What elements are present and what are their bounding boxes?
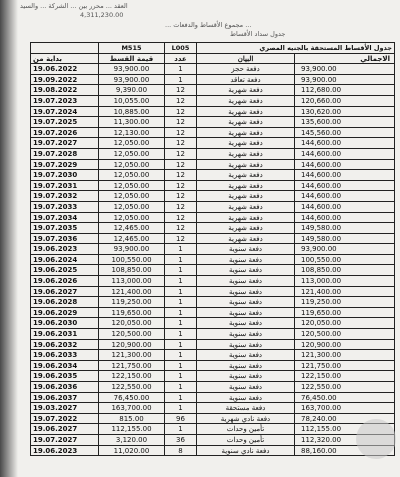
row-count: 1 bbox=[165, 276, 197, 287]
row-total: 108,850.00 bbox=[295, 265, 395, 276]
row-amount: 815.00 bbox=[99, 414, 165, 425]
row-description: دفعة شهرية bbox=[197, 213, 295, 224]
row-count: 1 bbox=[165, 361, 197, 372]
row-amount: 76,450.00 bbox=[99, 393, 165, 404]
row-count: 36 bbox=[165, 435, 197, 446]
row-count: 8 bbox=[165, 446, 197, 457]
row-amount: 9,390.00 bbox=[99, 85, 165, 96]
row-count: 1 bbox=[165, 393, 197, 404]
row-start-date: 19.07.2028 bbox=[31, 149, 99, 160]
row-start-date: 19.06.2024 bbox=[31, 255, 99, 266]
row-amount: 11,300.00 bbox=[99, 117, 165, 128]
row-total: 149,580.00 bbox=[295, 223, 395, 234]
row-start-date: 19.07.2031 bbox=[31, 181, 99, 192]
row-total: 145,560.00 bbox=[295, 128, 395, 139]
row-count: 12 bbox=[165, 170, 197, 181]
table-row bbox=[31, 318, 395, 329]
table-row bbox=[31, 446, 395, 457]
row-start-date: 19.07.2023 bbox=[31, 96, 99, 107]
table-row bbox=[31, 287, 395, 298]
row-count: 1 bbox=[165, 75, 197, 86]
row-total: 112,155.00 bbox=[295, 424, 395, 435]
row-total: 135,600.00 bbox=[295, 117, 395, 128]
row-description: دفعة سنوية bbox=[197, 361, 295, 372]
caption-title: جدول الأقساط المستحقة بالجنيه المصري bbox=[197, 43, 395, 54]
row-count: 96 bbox=[165, 414, 197, 425]
row-start-date: 19.07.2026 bbox=[31, 128, 99, 139]
row-description: دفعة شهرية bbox=[197, 149, 295, 160]
row-description: دفعة شهرية bbox=[197, 170, 295, 181]
caption-code-2: L005 bbox=[165, 43, 197, 54]
row-start-date: 19.06.2028 bbox=[31, 297, 99, 308]
row-total: 113,000.00 bbox=[295, 276, 395, 287]
row-description: دفعة سنوية bbox=[197, 350, 295, 361]
row-count: 1 bbox=[165, 255, 197, 266]
table-row bbox=[31, 181, 395, 192]
row-start-date: 19.07.2027 bbox=[31, 138, 99, 149]
row-count: 12 bbox=[165, 234, 197, 245]
row-start-date: 19.06.2027 bbox=[31, 424, 99, 435]
row-total: 144,600.00 bbox=[295, 138, 395, 149]
header-line-1: العقد ... محرر بين ... الشركة ... والسيد bbox=[20, 2, 128, 10]
row-count: 12 bbox=[165, 128, 197, 139]
row-count: 1 bbox=[165, 371, 197, 382]
table-row bbox=[31, 85, 395, 96]
row-total: 93,900.00 bbox=[295, 64, 395, 75]
table-row bbox=[31, 276, 395, 287]
row-count: 12 bbox=[165, 202, 197, 213]
row-description: دفعة سنوية bbox=[197, 318, 295, 329]
row-amount: 12,130.00 bbox=[99, 128, 165, 139]
row-amount: 119,250.00 bbox=[99, 297, 165, 308]
table-row bbox=[31, 350, 395, 361]
row-total: 112,320.00 bbox=[295, 435, 395, 446]
row-start-date: 19.06.2037 bbox=[31, 393, 99, 404]
row-start-date: 19.06.2036 bbox=[31, 382, 99, 393]
row-amount: 113,000.00 bbox=[99, 276, 165, 287]
row-amount: 12,465.00 bbox=[99, 223, 165, 234]
header-line-2: 4,311,230.00 bbox=[80, 11, 124, 19]
row-total: 144,600.00 bbox=[295, 170, 395, 181]
row-description: دفعة نادي سنوية bbox=[197, 446, 295, 457]
row-start-date: 19.07.2033 bbox=[31, 202, 99, 213]
row-total: 122,550.00 bbox=[295, 382, 395, 393]
document-header bbox=[0, 0, 400, 42]
row-total: 120,660.00 bbox=[295, 96, 395, 107]
row-count: 12 bbox=[165, 96, 197, 107]
table-row bbox=[31, 96, 395, 107]
col-header-start: بداية من bbox=[31, 54, 99, 65]
col-header-total: الاجمالي bbox=[295, 54, 395, 65]
row-total: 144,600.00 bbox=[295, 202, 395, 213]
row-total: 121,300.00 bbox=[295, 350, 395, 361]
table-row bbox=[31, 393, 395, 404]
row-total: 78,240.00 bbox=[295, 414, 395, 425]
row-amount: 121,400.00 bbox=[99, 287, 165, 298]
table-row bbox=[31, 223, 395, 234]
row-description: دفعة شهرية bbox=[197, 160, 295, 171]
caption-code-1: M515 bbox=[99, 43, 165, 54]
row-count: 12 bbox=[165, 191, 197, 202]
row-total: 119,650.00 bbox=[295, 308, 395, 319]
row-amount: 120,050.00 bbox=[99, 318, 165, 329]
row-count: 1 bbox=[165, 265, 197, 276]
row-total: 120,500.00 bbox=[295, 329, 395, 340]
row-amount: 121,300.00 bbox=[99, 350, 165, 361]
row-description: دفعة سنوية bbox=[197, 255, 295, 266]
table-row bbox=[31, 265, 395, 276]
table-row bbox=[31, 424, 395, 435]
col-header-amount: قيمة القسط bbox=[99, 54, 165, 65]
row-description: دفعة شهرية bbox=[197, 202, 295, 213]
row-description: تأمين وحدات bbox=[197, 435, 295, 446]
row-count: 1 bbox=[165, 340, 197, 351]
row-start-date: 19.06.2027 bbox=[31, 287, 99, 298]
row-count: 1 bbox=[165, 329, 197, 340]
col-header-count: عدد bbox=[165, 54, 197, 65]
row-total: 76,450.00 bbox=[295, 393, 395, 404]
table-row bbox=[31, 107, 395, 118]
table-row bbox=[31, 361, 395, 372]
row-start-date: 19.07.2027 bbox=[31, 435, 99, 446]
row-amount: 3,120.00 bbox=[99, 435, 165, 446]
row-description: دفعة شهرية bbox=[197, 117, 295, 128]
row-amount: 12,050.00 bbox=[99, 170, 165, 181]
row-amount: 10,885.00 bbox=[99, 107, 165, 118]
table-header-row bbox=[31, 54, 395, 65]
row-count: 12 bbox=[165, 85, 197, 96]
table-row bbox=[31, 414, 395, 425]
row-description: دفعة نادي شهرية bbox=[197, 414, 295, 425]
table-row bbox=[31, 403, 395, 414]
row-count: 12 bbox=[165, 213, 197, 224]
row-total: 144,600.00 bbox=[295, 191, 395, 202]
row-count: 1 bbox=[165, 287, 197, 298]
row-total: 88,160.00 bbox=[295, 446, 395, 457]
row-count: 1 bbox=[165, 382, 197, 393]
row-total: 93,900.00 bbox=[295, 244, 395, 255]
row-count: 1 bbox=[165, 318, 197, 329]
row-description: دفعة سنوية bbox=[197, 329, 295, 340]
table-row bbox=[31, 160, 395, 171]
row-total: 120,900.00 bbox=[295, 340, 395, 351]
row-total: 121,750.00 bbox=[295, 361, 395, 372]
row-total: 112,680.00 bbox=[295, 85, 395, 96]
row-count: 12 bbox=[165, 181, 197, 192]
row-amount: 119,650.00 bbox=[99, 308, 165, 319]
row-start-date: 19.07.2024 bbox=[31, 107, 99, 118]
row-description: دفعة سنوية bbox=[197, 382, 295, 393]
row-amount: 121,750.00 bbox=[99, 361, 165, 372]
table-row bbox=[31, 138, 395, 149]
row-count: 1 bbox=[165, 297, 197, 308]
row-start-date: 19.06.2023 bbox=[31, 244, 99, 255]
table-row bbox=[31, 117, 395, 128]
row-amount: 12,050.00 bbox=[99, 138, 165, 149]
row-total: 130,620.00 bbox=[295, 107, 395, 118]
row-amount: 12,050.00 bbox=[99, 213, 165, 224]
row-count: 12 bbox=[165, 138, 197, 149]
row-start-date: 19.06.2032 bbox=[31, 340, 99, 351]
table-row bbox=[31, 308, 395, 319]
row-amount: 108,850.00 bbox=[99, 265, 165, 276]
row-description: دفعة شهرية bbox=[197, 107, 295, 118]
row-description: دفعة سنوية bbox=[197, 244, 295, 255]
row-amount: 10,055.00 bbox=[99, 96, 165, 107]
header-line-3: ... مجموع الأقساط والدفعات ... bbox=[165, 21, 252, 29]
row-start-date: 19.09.2022 bbox=[31, 75, 99, 86]
row-description: دفعة تعاقد bbox=[197, 75, 295, 86]
table-row bbox=[31, 371, 395, 382]
row-count: 12 bbox=[165, 160, 197, 171]
row-amount: 93,900.00 bbox=[99, 244, 165, 255]
row-amount: 122,150.00 bbox=[99, 371, 165, 382]
table-row bbox=[31, 435, 395, 446]
row-description: دفعة شهرية bbox=[197, 191, 295, 202]
table-row bbox=[31, 382, 395, 393]
row-amount: 93,900.00 bbox=[99, 75, 165, 86]
col-header-description: البيان bbox=[197, 54, 295, 65]
row-description: دفعة شهرية bbox=[197, 234, 295, 245]
page-shadow bbox=[0, 0, 18, 477]
row-start-date: 19.06.2033 bbox=[31, 350, 99, 361]
row-start-date: 19.06.2026 bbox=[31, 276, 99, 287]
row-amount: 120,900.00 bbox=[99, 340, 165, 351]
table-row bbox=[31, 128, 395, 139]
row-start-date: 19.06.2030 bbox=[31, 318, 99, 329]
row-amount: 12,050.00 bbox=[99, 202, 165, 213]
row-total: 144,600.00 bbox=[295, 213, 395, 224]
row-start-date: 19.06.2025 bbox=[31, 265, 99, 276]
row-total: 144,600.00 bbox=[295, 149, 395, 160]
row-total: 144,600.00 bbox=[295, 181, 395, 192]
row-description: دفعة سنوية bbox=[197, 308, 295, 319]
row-count: 1 bbox=[165, 424, 197, 435]
header-line-4: جدول سداد الأقساط bbox=[230, 30, 286, 38]
row-start-date: 19.06.2029 bbox=[31, 308, 99, 319]
row-start-date: 19.07.2034 bbox=[31, 213, 99, 224]
row-description: دفعة شهرية bbox=[197, 138, 295, 149]
row-start-date: 19.06.2022 bbox=[31, 64, 99, 75]
row-amount: 12,050.00 bbox=[99, 191, 165, 202]
row-description: دفعة شهرية bbox=[197, 96, 295, 107]
row-description: دفعة حجز bbox=[197, 64, 295, 75]
row-count: 12 bbox=[165, 107, 197, 118]
row-total: 119,250.00 bbox=[295, 297, 395, 308]
row-description: دفعة سنوية bbox=[197, 340, 295, 351]
row-description: دفعة سنوية bbox=[197, 371, 295, 382]
row-start-date: 19.06.2034 bbox=[31, 361, 99, 372]
table-row bbox=[31, 255, 395, 266]
row-start-date: 19.07.2025 bbox=[31, 117, 99, 128]
row-amount: 12,465.00 bbox=[99, 234, 165, 245]
row-description: دفعة سنوية bbox=[197, 393, 295, 404]
row-total: 144,600.00 bbox=[295, 160, 395, 171]
row-total: 122,150.00 bbox=[295, 371, 395, 382]
row-start-date: 19.03.2027 bbox=[31, 403, 99, 414]
row-description: تأمين وحدات bbox=[197, 424, 295, 435]
row-start-date: 19.06.2023 bbox=[31, 446, 99, 457]
table-row bbox=[31, 191, 395, 202]
row-count: 1 bbox=[165, 308, 197, 319]
row-description: دفعة شهرية bbox=[197, 223, 295, 234]
table-row bbox=[31, 75, 395, 86]
row-total: 100,550.00 bbox=[295, 255, 395, 266]
row-amount: 12,050.00 bbox=[99, 149, 165, 160]
row-amount: 11,020.00 bbox=[99, 446, 165, 457]
row-count: 1 bbox=[165, 403, 197, 414]
table-row bbox=[31, 213, 395, 224]
row-description: دفعة مستحقة bbox=[197, 403, 295, 414]
row-description: دفعة شهرية bbox=[197, 128, 295, 139]
table-row bbox=[31, 297, 395, 308]
table-row bbox=[31, 329, 395, 340]
row-start-date: 19.07.2029 bbox=[31, 160, 99, 171]
row-amount: 120,500.00 bbox=[99, 329, 165, 340]
row-total: 120,050.00 bbox=[295, 318, 395, 329]
row-amount: 112,155.00 bbox=[99, 424, 165, 435]
table-row bbox=[31, 170, 395, 181]
table-row bbox=[31, 64, 395, 75]
row-start-date: 19.07.2030 bbox=[31, 170, 99, 181]
row-total: 149,580.00 bbox=[295, 234, 395, 245]
table-row bbox=[31, 244, 395, 255]
table-caption-row bbox=[31, 43, 395, 54]
row-start-date: 19.07.2036 bbox=[31, 234, 99, 245]
row-description: دفعة سنوية bbox=[197, 276, 295, 287]
row-total: 163,700.00 bbox=[295, 403, 395, 414]
row-amount: 122,550.00 bbox=[99, 382, 165, 393]
row-total: 93,900.00 bbox=[295, 75, 395, 86]
table-row bbox=[31, 202, 395, 213]
row-total: 121,400.00 bbox=[295, 287, 395, 298]
row-count: 12 bbox=[165, 149, 197, 160]
row-start-date: 19.08.2022 bbox=[31, 85, 99, 96]
row-description: دفعة شهرية bbox=[197, 181, 295, 192]
table-row bbox=[31, 340, 395, 351]
row-count: 1 bbox=[165, 350, 197, 361]
row-description: دفعة سنوية bbox=[197, 297, 295, 308]
row-count: 1 bbox=[165, 244, 197, 255]
row-amount: 100,550.00 bbox=[99, 255, 165, 266]
stamp-mark bbox=[356, 419, 396, 459]
row-amount: 12,050.00 bbox=[99, 181, 165, 192]
row-amount: 163,700.00 bbox=[99, 403, 165, 414]
row-count: 12 bbox=[165, 223, 197, 234]
row-start-date: 19.06.2035 bbox=[31, 371, 99, 382]
table-row bbox=[31, 149, 395, 160]
row-start-date: 19.06.2031 bbox=[31, 329, 99, 340]
row-count: 12 bbox=[165, 117, 197, 128]
row-amount: 12,050.00 bbox=[99, 160, 165, 171]
installments-table bbox=[30, 42, 395, 456]
row-amount: 93,900.00 bbox=[99, 64, 165, 75]
row-start-date: 19.07.2032 bbox=[31, 191, 99, 202]
row-description: دفعة شهرية bbox=[197, 85, 295, 96]
row-count: 1 bbox=[165, 64, 197, 75]
row-description: دفعة سنوية bbox=[197, 287, 295, 298]
row-description: دفعة سنوية bbox=[197, 265, 295, 276]
row-start-date: 19.07.2035 bbox=[31, 223, 99, 234]
table-row bbox=[31, 234, 395, 245]
row-start-date: 19.07.2022 bbox=[31, 414, 99, 425]
